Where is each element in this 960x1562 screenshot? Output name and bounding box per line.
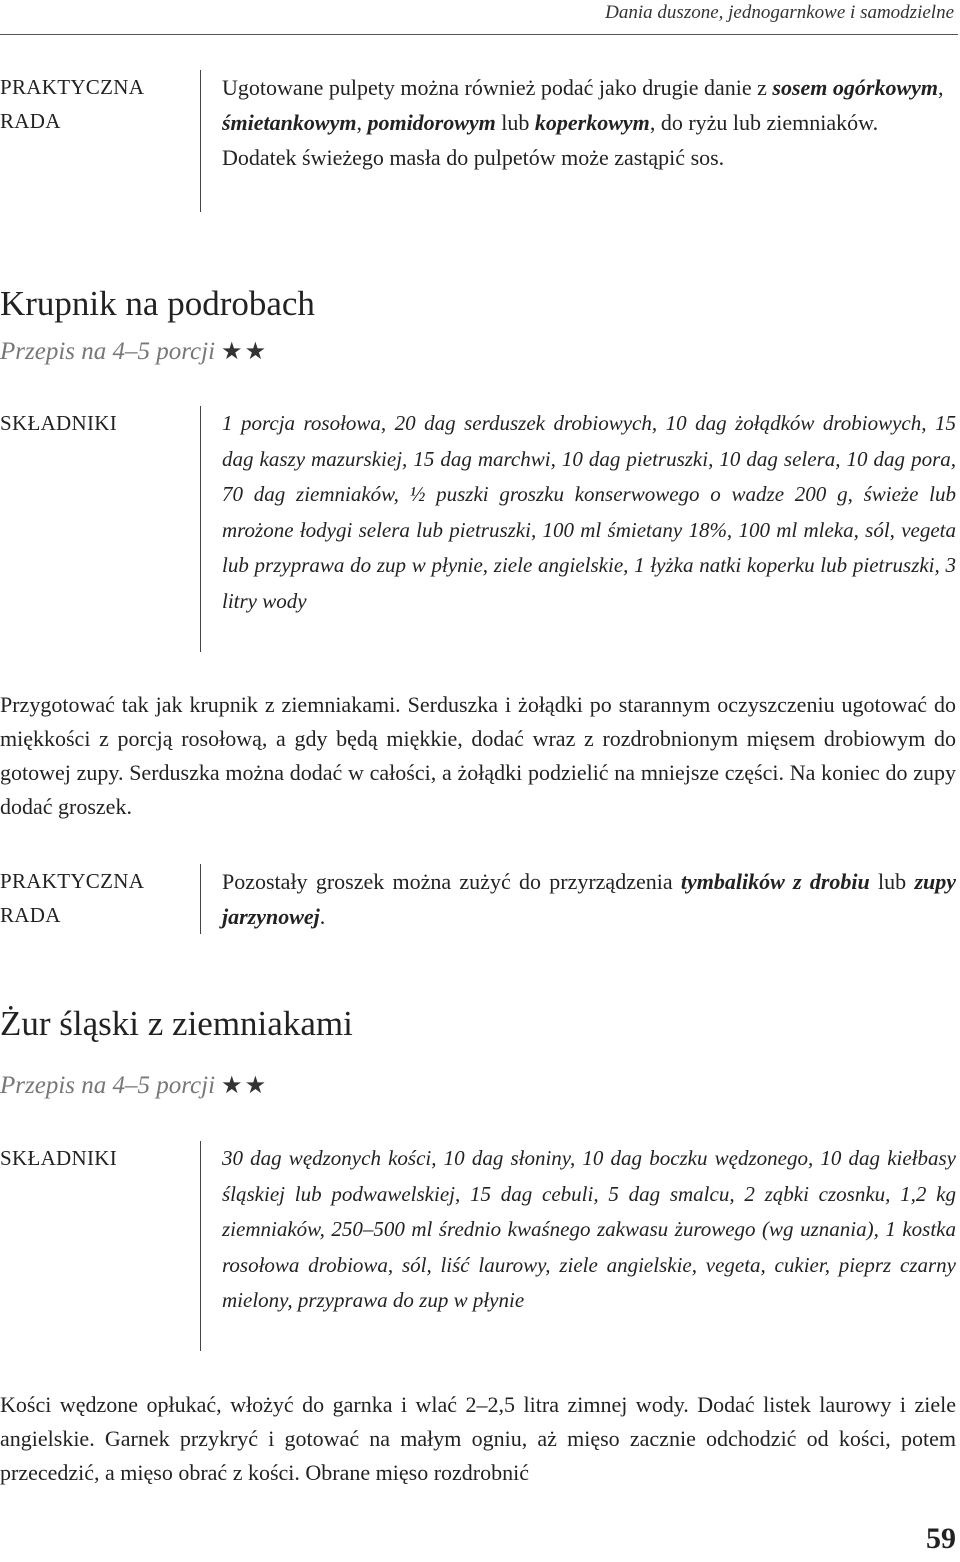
recipe-title: Krupnik na podrobach: [0, 284, 315, 323]
ingredients-divider: [200, 1141, 201, 1351]
ingredients-divider: [200, 406, 201, 652]
recipe-instructions: Kości wędzone opłukać, włożyć do garnka i wlać 2–2,5 litra zimnej wody. Dodać listek laurowy i ziele angielskie. Garnek przykryć i gotować na małym ogniu, aż mięso zacznie odchodzić od kości, potem przecedzić, a mięso obrać z kości. Obrane mięso rozdrobnić: [0, 1392, 956, 1485]
tip-label: [0, 864, 190, 932]
tip-label-line1: PRAKTYCZNA: [0, 75, 145, 99]
tip-emphasis: koperkowym: [534, 110, 650, 135]
recipe-title: Żur śląski z ziemniakami: [0, 1004, 353, 1043]
servings-text: Przepis na 4–5 porcji: [0, 338, 216, 365]
tip-label: [0, 70, 190, 138]
tip-line2: Dodatek świeżego masła do pulpetów może zastąpić sos.: [222, 145, 725, 170]
ingredients-label: SKŁADNIKI: [0, 1146, 118, 1170]
tip-text: Ugotowane pulpety można również podać jako drugie danie z sosem ogórkowym, śmietankowym, pomidorowym lub koperkowym, do ryżu lub ziemniaków. Dodatek świeżego masła do pulpetów może zastąpić sos.: [222, 75, 944, 170]
tip-divider: [200, 70, 201, 212]
ingredients-section: [0, 1141, 960, 1351]
ingredients-section: [0, 406, 960, 652]
recipe-servings: [0, 1069, 268, 1103]
tip-divider: [200, 864, 201, 934]
tip-emphasis: śmietankowym: [222, 110, 357, 135]
tip-emphasis: zupy jarzynowej: [222, 869, 956, 929]
tip-label-line2: RADA: [0, 109, 61, 133]
running-title: Dania duszone, jednogarnkowe i samodzielne: [605, 2, 954, 23]
tip-emphasis: pomidorowym: [367, 110, 496, 135]
servings-text: Przepis na 4–5 porcji: [0, 1072, 216, 1099]
recipe-instructions: Przygotować tak jak krupnik z ziemniakami. Serduszka i żołądki po starannym oczyszczeniu ugotować do miękkości z porcją rosołową, a gdy będą miękkie, dodać wraz z rozdrobnionym mięsem drobiowym do gotowej zupy. Serduszka można dodać w całości, a żołądki podzielić na mniejsze części. Na koniec do zupy dodać groszek.: [0, 692, 956, 819]
ingredients-text: 1 porcja rosołowa, 20 dag serduszek drobiowych, 10 dag żołądków drobiowych, 15 dag kaszy mazurskiej, 15 dag marchwi, 10 dag pietruszki, 10 dag selera, 10 dag pora, 70 dag ziemniaków, ½ puszki groszku konserwowego o wadze 200 g, świeże lub mrożone łodygi selera lub pietruszki, 100 ml śmietany 18%, 100 ml mleka, sól, vegeta lub przyprawa do zup w płynie, ziele angielskie, 1 łyżka natki koperku lub pietruszki, 3 litry wody: [222, 411, 956, 613]
tip-emphasis: tymbalików z drobiu: [680, 869, 870, 894]
ingredients-text: 30 dag wędzonych kości, 10 dag słoniny, 10 dag boczku wędzonego, 10 dag kiełbasy śląskiej lub podwawelskiej, 15 dag cebuli, 5 dag smalcu, 2 ząbki czosnku, 1,2 kg ziemniaków, 250–500 ml średnio kwaśnego zakwasu żurowego (wg uznania), 1 kostka rosołowa drobiowa, sól, liść laurowy, ziele angielskie, vegeta, cukier, pieprz czarny mielony, przyprawa do zup w płynie: [222, 1146, 956, 1312]
page-number: 59: [926, 1522, 956, 1555]
practical-tip-1: [0, 70, 960, 212]
tip-text: Pozostały groszek można zużyć do przyrządzenia tymbalików z drobiu lub zupy jarzynowej.: [222, 869, 956, 929]
tip-label-line1: PRAKTYCZNA: [0, 869, 145, 893]
difficulty-stars-icon: ★★: [221, 1073, 269, 1099]
difficulty-stars-icon: ★★: [221, 339, 269, 365]
tip-label-line2: RADA: [0, 903, 61, 927]
recipe-servings: [0, 335, 268, 369]
ingredients-label: SKŁADNIKI: [0, 411, 118, 435]
practical-tip-2: [0, 864, 960, 934]
running-header: [0, 0, 958, 35]
tip-emphasis: sosem ogórkowym: [772, 75, 939, 100]
